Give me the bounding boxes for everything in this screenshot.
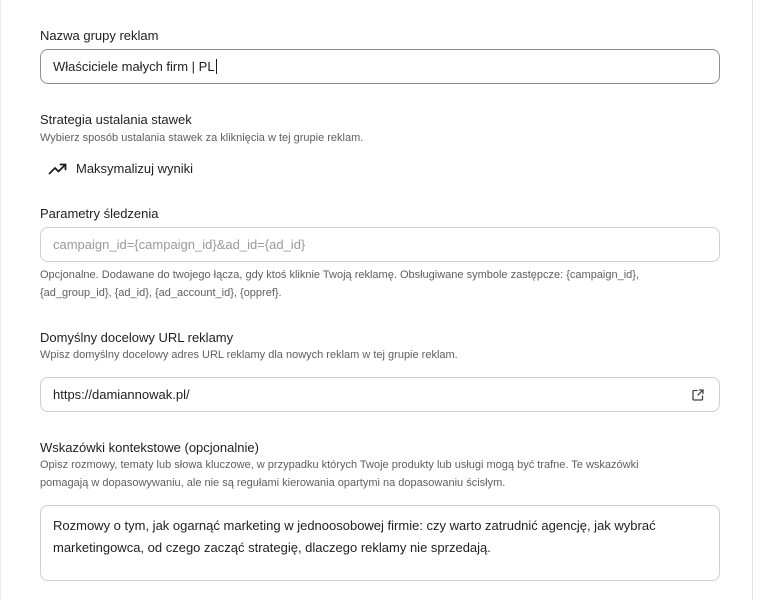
tracking-params-input[interactable] xyxy=(40,227,720,262)
default-url-value: https://damiannowak.pl/ xyxy=(53,387,190,402)
tracking-params-help xyxy=(40,266,720,302)
tracking-params-help-line2: {ad_group_id}, {ad_id}, {ad_account_id}, {oppref}. xyxy=(40,287,282,299)
left-edge-divider xyxy=(0,0,1,600)
context-hints-help-line2: pomagają w dopasowywaniu, ale nie są regułami kierowania opartymi na dopasowaniu ścisłym. xyxy=(40,477,506,489)
text-caret xyxy=(216,59,217,74)
tracking-params-placeholder: campaign_id={campaign_id}&ad_id={ad_id} xyxy=(53,237,306,252)
bid-strategy-option[interactable] xyxy=(48,161,193,176)
default-url-label: Domyślny docelowy URL reklamy xyxy=(40,330,234,345)
external-link-icon[interactable] xyxy=(691,388,705,402)
bid-strategy-option-label: Maksymalizuj wyniki xyxy=(76,161,194,176)
context-hints-text-line2: marketingowca, od czego zacząć strategię, dlaczego reklamy nie sprzedają. xyxy=(53,540,491,555)
ad-group-name-input[interactable] xyxy=(40,49,720,84)
context-hints-help xyxy=(40,456,720,492)
default-url-help: Wpisz domyślny docelowy adres URL reklamy dla nowych reklam w tej grupie reklam. xyxy=(40,349,458,361)
tracking-params-help-line1: Opcjonalne. Dodawane do twojego łącza, gdy ktoś kliknie Twoją reklamę. Obsługiwane symbole zastępcze: {campaign_id}, xyxy=(40,269,640,281)
ad-group-name-label: Nazwa grupy reklam xyxy=(40,28,159,43)
tracking-params-label: Parametry śledzenia xyxy=(40,206,159,221)
context-hints-label: Wskazówki kontekstowe (opcjonalnie) xyxy=(40,440,259,455)
bid-strategy-label: Strategia ustalania stawek xyxy=(40,112,192,127)
trending-up-icon xyxy=(48,162,68,176)
default-url-input[interactable] xyxy=(40,377,720,412)
context-hints-help-line1: Opisz rozmowy, tematy lub słowa kluczowe, w przypadku których Twoje produkty lub usługi mogą być trafne. Te wskazówki xyxy=(40,459,639,471)
bid-strategy-help: Wybierz sposób ustalania stawek za kliknięcia w tej grupie reklam. xyxy=(40,132,364,144)
ad-group-name-value: Właściciele małych firm | PL xyxy=(53,59,215,74)
context-hints-textarea[interactable] xyxy=(40,505,720,581)
context-hints-text-line1: Rozmowy o tym, jak ogarnąć marketing w jednoosobowej firmie: czy warto zatrudnić agencję, jak wybrać xyxy=(53,518,656,533)
right-scroll-edge xyxy=(752,0,753,600)
